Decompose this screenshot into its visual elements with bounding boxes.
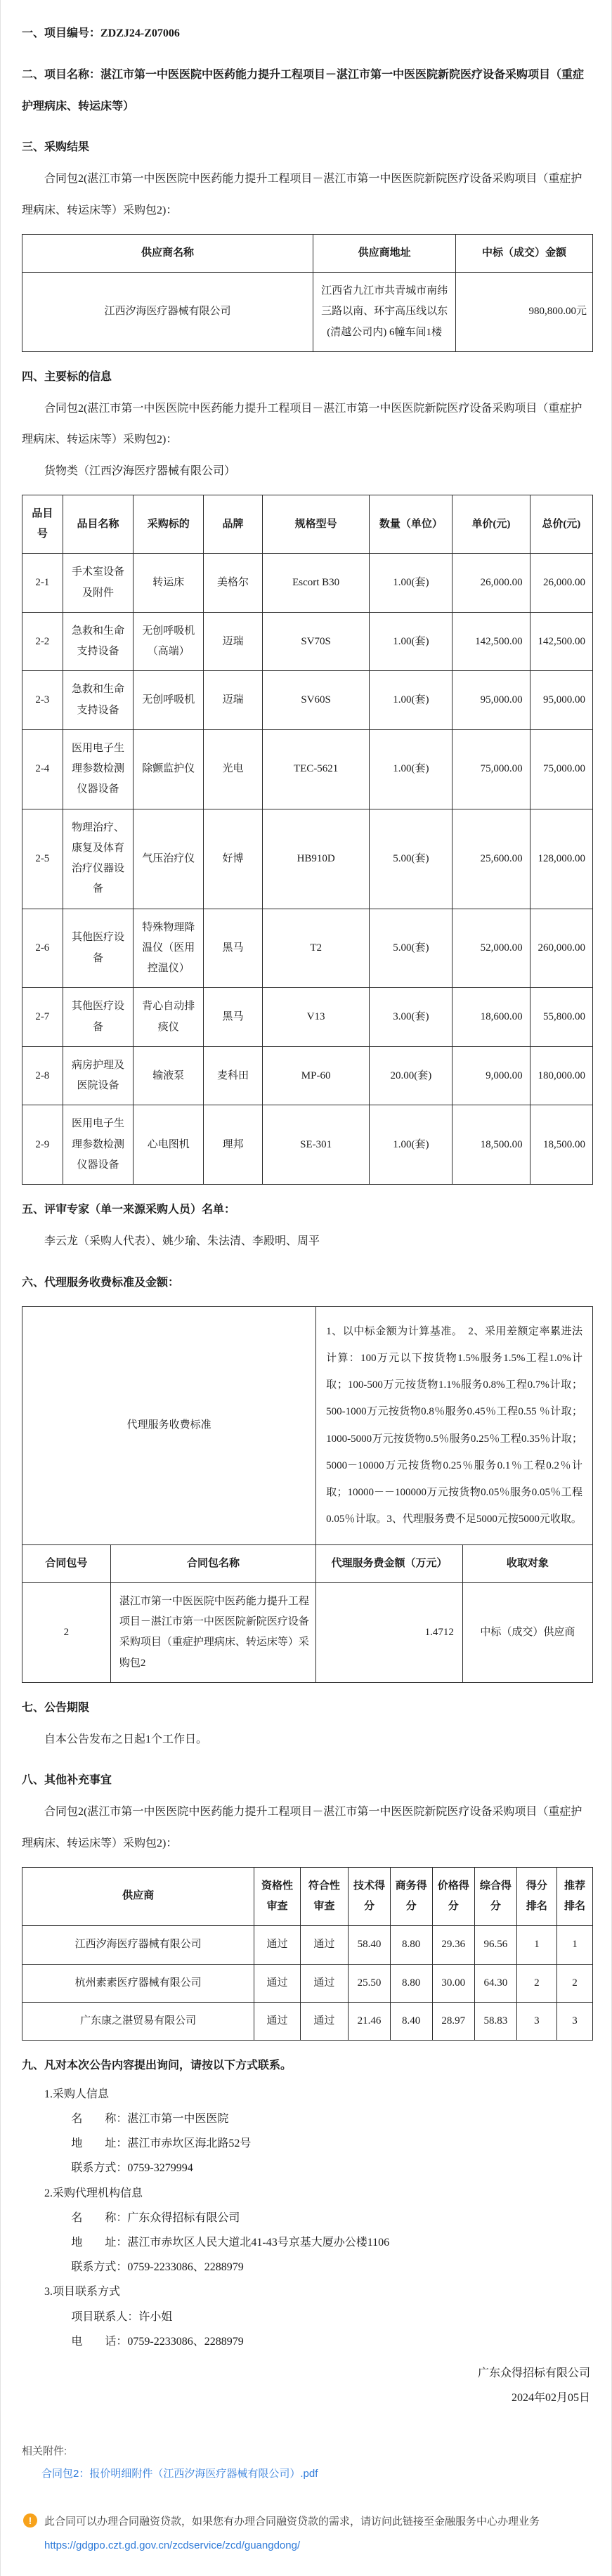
- table-cell: 1.00(套): [370, 729, 453, 809]
- table-cell: MP-60: [262, 1046, 370, 1105]
- table-cell: 迈瑞: [204, 671, 263, 730]
- table-cell: 广东康之湛贸易有限公司: [22, 2002, 254, 2040]
- table-cell: 通过: [300, 1964, 348, 2002]
- column-header: 商务得分: [390, 1867, 432, 1926]
- table-cell: Escort B30: [262, 554, 370, 613]
- column-header: 符合性审查: [300, 1867, 348, 1926]
- table-cell: 95,000.00: [453, 671, 530, 730]
- table-cell: 理邦: [204, 1105, 263, 1185]
- table-cell: 2-1: [22, 554, 63, 613]
- table-cell: 江西汐海医疗器械有限公司: [22, 1926, 254, 1964]
- table-cell: 75,000.00: [453, 729, 530, 809]
- table-cell: 江西省九江市共青城市南纬三路以南、环宇高压线以东(清越公司内) 6幢车间1楼: [313, 273, 456, 352]
- attachments-section: [22, 2442, 593, 2555]
- section-notice-period-heading: 七、公告期限: [22, 1701, 90, 1714]
- table-cell: 2-6: [22, 909, 63, 988]
- notice-period-text: 自本公告发布之日起1个工作日。: [44, 1733, 208, 1745]
- table-cell: 1.00(套): [370, 1105, 453, 1185]
- table-cell: 180,000.00: [530, 1046, 592, 1105]
- result-intro: 合同包2(湛江市第一中医医院中医药能力提升工程项目－湛江市第一中医医院新院医疗设备采购项目（重症护理病床、转运床等）采购包2)：: [22, 173, 582, 216]
- table-cell: 手术室设备及附件: [63, 554, 134, 613]
- table-cell: 18,500.00: [453, 1105, 530, 1185]
- table-cell: 142,500.00: [530, 612, 592, 671]
- table-cell: 3: [557, 2002, 593, 2040]
- table-cell: 其他医疗设备: [63, 909, 134, 988]
- table-cell: 52,000.00: [453, 909, 530, 988]
- table-cell: 8.80: [390, 1964, 432, 2002]
- table-cell: 黑马: [204, 988, 263, 1047]
- table-cell: 江西汐海医疗器械有限公司: [22, 273, 313, 352]
- table-cell: 3.00(套): [370, 988, 453, 1047]
- table-cell: 29.36: [432, 1926, 475, 1964]
- table-cell: 2-7: [22, 988, 63, 1047]
- table-cell: 64.30: [475, 1964, 517, 2002]
- table-cell: 湛江市第一中医医院中医药能力提升工程项目－湛江市第一中医医院新院医疗设备采购项目（重症护理病床、转运床等）采购包2: [110, 1582, 315, 1682]
- buyer-address: 地 址：湛江市赤坎区海北路52号: [71, 2138, 252, 2150]
- table-cell: 中标（成交）供应商: [462, 1582, 592, 1682]
- agent-info-title: 2.采购代理机构信息: [44, 2187, 143, 2199]
- table-cell: 好博: [204, 809, 263, 909]
- table-cell: TEC-5621: [262, 729, 370, 809]
- section-project-name: 二、项目名称：湛江市第一中医医院中医药能力提升工程项目－湛江市第一中医医院新院医疗设备采购项目（重症护理病床、转运床等）: [22, 68, 585, 112]
- table-cell: 8.40: [390, 2002, 432, 2040]
- table-cell: SE-301: [262, 1105, 370, 1185]
- agency-fee-table: [22, 1306, 593, 1683]
- column-header: 资格性审查: [254, 1867, 300, 1926]
- table-cell: 18,500.00: [530, 1105, 592, 1185]
- table-cell: 58.83: [475, 2002, 517, 2040]
- table-cell: 2-2: [22, 612, 63, 671]
- table-cell: 输液泵: [134, 1046, 204, 1105]
- table-cell: 麦科田: [204, 1046, 263, 1105]
- table-cell: 26,000.00: [530, 554, 592, 613]
- table-cell: 心电图机: [134, 1105, 204, 1185]
- table-cell: 急救和生命支持设备: [63, 671, 134, 730]
- column-header: 品牌: [204, 495, 263, 554]
- table-cell: 5.00(套): [370, 909, 453, 988]
- table-cell: 30.00: [432, 1964, 475, 2002]
- table-cell: 128,000.00: [530, 809, 592, 909]
- fee-standard-label: 代理服务收费标准: [22, 1306, 316, 1544]
- project-contact-phone: 电 话：0759-2233086、2288979: [71, 2335, 244, 2348]
- table-header-row: [22, 1544, 593, 1582]
- column-header: 综合得分: [475, 1867, 517, 1926]
- table-cell: HB910D: [262, 809, 370, 909]
- supplier-score-table: [22, 1867, 593, 2041]
- table-row: [22, 2002, 593, 2040]
- table-cell: 病房护理及医院设备: [63, 1046, 134, 1105]
- table-row: [22, 1105, 593, 1185]
- signature-date: 2024年02月05日: [511, 2392, 590, 2405]
- column-header: 合同包名称: [110, 1544, 315, 1582]
- signature-block: [22, 2361, 593, 2410]
- table-cell: 26,000.00: [453, 554, 530, 613]
- procurement-result-table: [22, 234, 593, 352]
- table-cell: 转运床: [134, 554, 204, 613]
- section-experts-heading: 五、评审专家（单一来源采购人员）名单：: [22, 1204, 236, 1216]
- table-cell: 1: [516, 1926, 556, 1964]
- column-header: 单价(元): [453, 495, 530, 554]
- column-header: 总价(元): [530, 495, 592, 554]
- table-cell: 通过: [300, 1926, 348, 1964]
- experts-names: 李云龙（采购人代表）、姚少瑜、朱法清、李殿明、周平: [44, 1235, 320, 1248]
- column-header: 数量（单位）: [370, 495, 453, 554]
- table-cell: 2: [557, 1964, 593, 2002]
- table-row: [22, 1046, 593, 1105]
- table-cell: 2-9: [22, 1105, 63, 1185]
- agent-phone: 联系方式：0759-2233086、2288979: [71, 2261, 244, 2274]
- column-header: 得分排名: [516, 1867, 556, 1926]
- column-header: 推荐排名: [557, 1867, 593, 1926]
- agent-name: 名 称：广东众得招标有限公司: [71, 2211, 240, 2224]
- section-main-info-heading: 四、主要标的信息: [22, 370, 112, 383]
- table-cell: 特殊物理降温仪（医用控温仪）: [134, 909, 204, 988]
- table-cell: 5.00(套): [370, 809, 453, 909]
- finance-notice-text: 此合同可以办理合同融资贷款，如果您有办理合同融资贷款的需求，请访问此链接至金融服务中心办理业务: [44, 2516, 540, 2528]
- column-header: 规格型号: [262, 495, 370, 554]
- table-cell: 95,000.00: [530, 671, 592, 730]
- table-cell: 通过: [254, 2002, 300, 2040]
- table-cell: 其他医疗设备: [63, 988, 134, 1047]
- section-contact-heading: 九、凡对本次公告内容提出询问，请按以下方式联系。: [22, 2060, 292, 2072]
- table-cell: 气压治疗仪: [134, 809, 204, 909]
- table-cell: 9,000.00: [453, 1046, 530, 1105]
- table-cell: 8.80: [390, 1926, 432, 1964]
- table-cell: 25.50: [349, 1964, 391, 2002]
- table-row: [22, 729, 593, 809]
- warning-icon: !: [23, 2513, 37, 2528]
- table-row: [22, 909, 593, 988]
- main-info-intro: 合同包2(湛江市第一中医医院中医药能力提升工程项目－湛江市第一中医医院新院医疗设备采购项目（重症护理病床、转运床等）采购包2)：: [22, 402, 582, 446]
- table-header-row: [22, 1867, 593, 1926]
- table-row: [22, 554, 593, 613]
- buyer-info-title: 1.采购人信息: [44, 2088, 110, 2100]
- table-cell: 2-3: [22, 671, 63, 730]
- table-row: [22, 1926, 593, 1964]
- column-header: 品目号: [22, 495, 63, 554]
- table-header-row: [22, 234, 593, 272]
- table-cell: 医用电子生理参数检测仪器设备: [63, 729, 134, 809]
- table-cell: T2: [262, 909, 370, 988]
- other-intro: 合同包2(湛江市第一中医医院中医药能力提升工程项目－湛江市第一中医医院新院医疗设备采购项目（重症护理病床、转运床等）采购包2)：: [22, 1806, 582, 1850]
- table-cell: 96.56: [475, 1926, 517, 1964]
- table-row: [22, 671, 593, 730]
- column-header: 供应商地址: [313, 234, 456, 272]
- table-cell: 通过: [300, 2002, 348, 2040]
- section-project-number: 一、项目编号：ZDZJ24-Z07006: [22, 27, 180, 39]
- project-contact-title: 3.项目联系方式: [44, 2286, 121, 2298]
- table-cell: 980,800.00元: [456, 273, 593, 352]
- table-cell: 2-5: [22, 809, 63, 909]
- table-cell: 无创呼吸机（高端）: [134, 612, 204, 671]
- table-cell: 迈瑞: [204, 612, 263, 671]
- table-cell: 通过: [254, 1926, 300, 1964]
- table-row: [22, 809, 593, 909]
- table-cell: 75,000.00: [530, 729, 592, 809]
- table-row: [22, 612, 593, 671]
- table-cell: 58.40: [349, 1926, 391, 1964]
- table-cell: 142,500.00: [453, 612, 530, 671]
- items-table: [22, 495, 593, 1185]
- column-header: 品目名称: [63, 495, 134, 554]
- table-cell: SV70S: [262, 612, 370, 671]
- column-header: 中标（成交）金额: [456, 234, 593, 272]
- table-cell: 医用电子生理参数检测仪器设备: [63, 1105, 134, 1185]
- table-cell: 急救和生命支持设备: [63, 612, 134, 671]
- table-row: [22, 988, 593, 1047]
- table-cell: 1: [557, 1926, 593, 1964]
- table-cell: 20.00(套): [370, 1046, 453, 1105]
- table-cell: 除颤监护仪: [134, 729, 204, 809]
- table-row: [22, 1582, 593, 1682]
- table-cell: 25,600.00: [453, 809, 530, 909]
- table-cell: 2: [22, 1582, 111, 1682]
- table-cell: 杭州素素医疗器械有限公司: [22, 1964, 254, 2002]
- buyer-name: 名 称：湛江市第一中医医院: [71, 2113, 229, 2126]
- table-cell: 光电: [204, 729, 263, 809]
- table-cell: 18,600.00: [453, 988, 530, 1047]
- column-header: 合同包号: [22, 1544, 111, 1582]
- table-cell: V13: [262, 988, 370, 1047]
- column-header: 代理服务费金额（万元）: [316, 1544, 463, 1582]
- table-cell: 背心自动排痰仪: [134, 988, 204, 1047]
- table-cell: SV60S: [262, 671, 370, 730]
- table-cell: 通过: [254, 1964, 300, 2002]
- table-row: [22, 1964, 593, 2002]
- table-cell: 3: [516, 2002, 556, 2040]
- table-row: [22, 273, 593, 352]
- agent-address: 地 址：湛江市赤坎区人民大道北41-43号京基大厦办公楼1106: [71, 2237, 390, 2249]
- table-cell: 2: [516, 1964, 556, 2002]
- table-cell: 无创呼吸机: [134, 671, 204, 730]
- table-cell: 260,000.00: [530, 909, 592, 988]
- project-contact-person: 项目联系人：许小姐: [71, 2310, 173, 2323]
- table-cell: 物理治疗、康复及体育治疗仪器设备: [63, 809, 134, 909]
- finance-service-link[interactable]: https://gdgpo.czt.gd.gov.cn/zcdservice/zcd/guangdong/: [44, 2539, 301, 2552]
- column-header: 价格得分: [432, 1867, 475, 1926]
- column-header: 技术得分: [349, 1867, 391, 1926]
- signature-company: 广东众得招标有限公司: [477, 2367, 590, 2379]
- attachment-pdf-link[interactable]: 合同包2：报价明细附件（江西汐海医疗器械有限公司）.pdf: [41, 2467, 318, 2480]
- table-cell: 1.00(套): [370, 554, 453, 613]
- section-other-heading: 八、其他补充事宜: [22, 1774, 112, 1787]
- section-agency-fee-heading: 六、代理服务收费标准及金额：: [22, 1276, 180, 1289]
- table-cell: 1.4712: [316, 1582, 463, 1682]
- column-header: 供应商: [22, 1867, 254, 1926]
- column-header: 供应商名称: [22, 234, 313, 272]
- table-cell: 1.00(套): [370, 612, 453, 671]
- section-result-heading: 三、采购结果: [22, 141, 90, 154]
- fee-standard-row: [22, 1306, 593, 1544]
- table-cell: 28.97: [432, 2002, 475, 2040]
- table-cell: 美格尔: [204, 554, 263, 613]
- column-header: 采购标的: [134, 495, 204, 554]
- table-cell: 1.00(套): [370, 671, 453, 730]
- table-cell: 21.46: [349, 2002, 391, 2040]
- fee-standard-text: 1、以中标金额为计算基准。 2、采用差额定率累进法计算：100万元以下按货物1.5%服务1.5%工程1.0%计取；100-500万元按货物1.1%服务0.8%工程0.7%计取；500-1000万元按货物0.8％服务0.45％工程0.55 ％计取；1000-5000万元按货物0.5％服务0.25％工程0.35％计取；5000－10000万元按货物0.25％服务0.1％工程0.2％计取；10000－－100000万元按货物0.05％服务0.05％工程0.05％计取。3、代理服务费不足5000元按5000元收取。: [316, 1306, 593, 1544]
- attachments-label: 相关附件:: [22, 2445, 67, 2458]
- table-cell: 黑马: [204, 909, 263, 988]
- table-cell: 55,800.00: [530, 988, 592, 1047]
- table-header-row: [22, 495, 593, 554]
- table-cell: 2-4: [22, 729, 63, 809]
- goods-category-line: 货物类（江西汐海医疗器械有限公司）: [44, 465, 236, 478]
- column-header: 收取对象: [462, 1544, 592, 1582]
- buyer-phone: 联系方式：0759-3279994: [71, 2162, 193, 2175]
- table-cell: 2-8: [22, 1046, 63, 1105]
